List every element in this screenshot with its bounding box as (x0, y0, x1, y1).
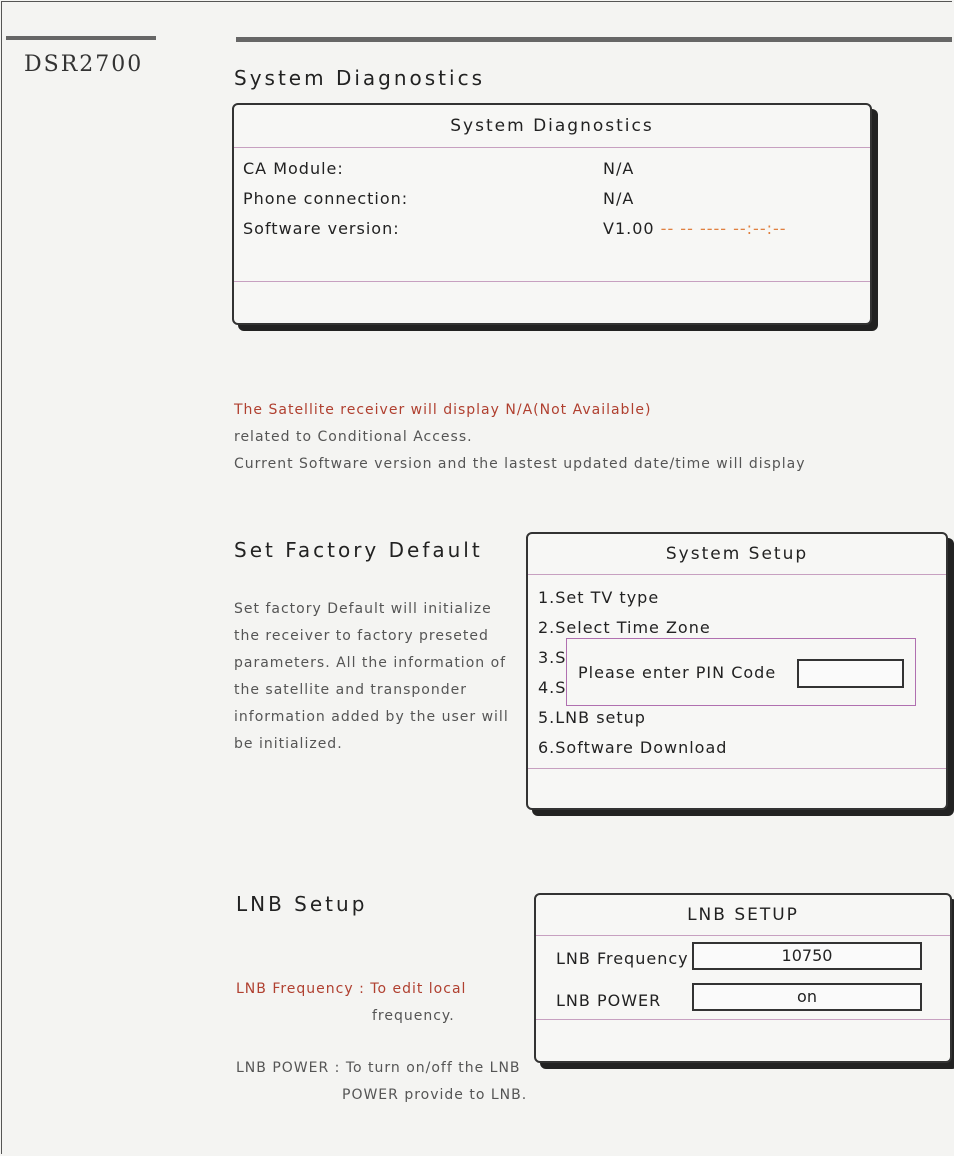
panel-divider (528, 574, 946, 575)
lnb-frequency-field[interactable]: 10750 (692, 942, 922, 970)
lnb-setup-title: LNB SETUP (687, 905, 799, 925)
diagnostics-panel-title: System Diagnostics (450, 116, 654, 136)
panel-footer-divider (536, 1019, 950, 1020)
ca-module-label: CA Module: (243, 159, 344, 178)
lnb-heading: LNB Setup (236, 892, 368, 916)
panel-divider (234, 147, 870, 148)
lnb-setup-panel (534, 893, 952, 1063)
lnb-power-field[interactable]: on (692, 983, 922, 1011)
panel-footer-divider (528, 768, 946, 769)
factory-desc-line: the receiver to factory preseted (234, 628, 489, 644)
diagnostics-description (234, 397, 806, 478)
ca-module-value: N/A (603, 159, 635, 178)
menu-item-lnb-setup[interactable]: 5.LNB setup (538, 708, 646, 727)
pin-code-prompt: Please enter PIN Code (578, 663, 777, 682)
diagnostics-desc-line: Current Software version and the lastest updated date/time will display (234, 456, 806, 472)
lnb-frequency-desc-line: LNB Frequency : To edit local (236, 981, 467, 997)
lnb-frequency-desc-line: frequency. (372, 1008, 455, 1024)
main-rule (236, 37, 952, 42)
factory-desc-line: Set factory Default will initialize (234, 601, 492, 617)
pin-code-input[interactable] (797, 659, 904, 688)
lnb-power-desc-line: LNB POWER : To turn on/off the LNB (236, 1060, 521, 1076)
lnb-power-label: LNB POWER (556, 991, 662, 1010)
diagnostics-desc-line: related to Conditional Access. (234, 429, 473, 445)
phone-connection-label: Phone connection: (243, 189, 409, 208)
factory-desc-line: the satellite and transponder (234, 682, 467, 698)
factory-heading: Set Factory Default (234, 538, 483, 562)
diagnostics-heading: System Diagnostics (234, 66, 485, 90)
left-rule (6, 36, 156, 40)
factory-desc-line: parameters. All the information of (234, 655, 507, 671)
phone-connection-value: N/A (603, 189, 635, 208)
update-datetime-placeholder: -- -- ---- --:--:-- (660, 219, 787, 238)
diagnostics-desc-line: The Satellite receiver will display N/A(Not Available) (234, 402, 652, 418)
lnb-power-description (236, 1055, 527, 1109)
menu-item-software-download[interactable]: 6.Software Download (538, 738, 728, 757)
diagnostics-panel (232, 103, 872, 325)
software-version-label: Software version: (243, 219, 400, 238)
panel-divider (536, 935, 950, 936)
panel-footer-divider (234, 281, 870, 282)
software-version-value (603, 219, 787, 238)
menu-item-4[interactable]: 4.S (538, 678, 567, 697)
pin-code-dialog (566, 638, 916, 706)
menu-item-select-time-zone[interactable]: 2.Select Time Zone (538, 618, 711, 637)
lnb-frequency-label: LNB Frequency (556, 949, 689, 968)
lnb-frequency-description (236, 976, 466, 1030)
menu-item-3[interactable]: 3.S (538, 648, 567, 667)
factory-description (234, 596, 509, 758)
factory-desc-line: information added by the user will (234, 709, 509, 725)
system-setup-title: System Setup (665, 544, 809, 564)
software-version-number: V1.00 (603, 219, 655, 238)
model-name: DSR2700 (24, 52, 144, 77)
menu-item-set-tv-type[interactable]: 1.Set TV type (538, 588, 660, 607)
factory-desc-line: be initialized. (234, 736, 343, 752)
lnb-power-desc-line: POWER provide to LNB. (342, 1087, 528, 1103)
